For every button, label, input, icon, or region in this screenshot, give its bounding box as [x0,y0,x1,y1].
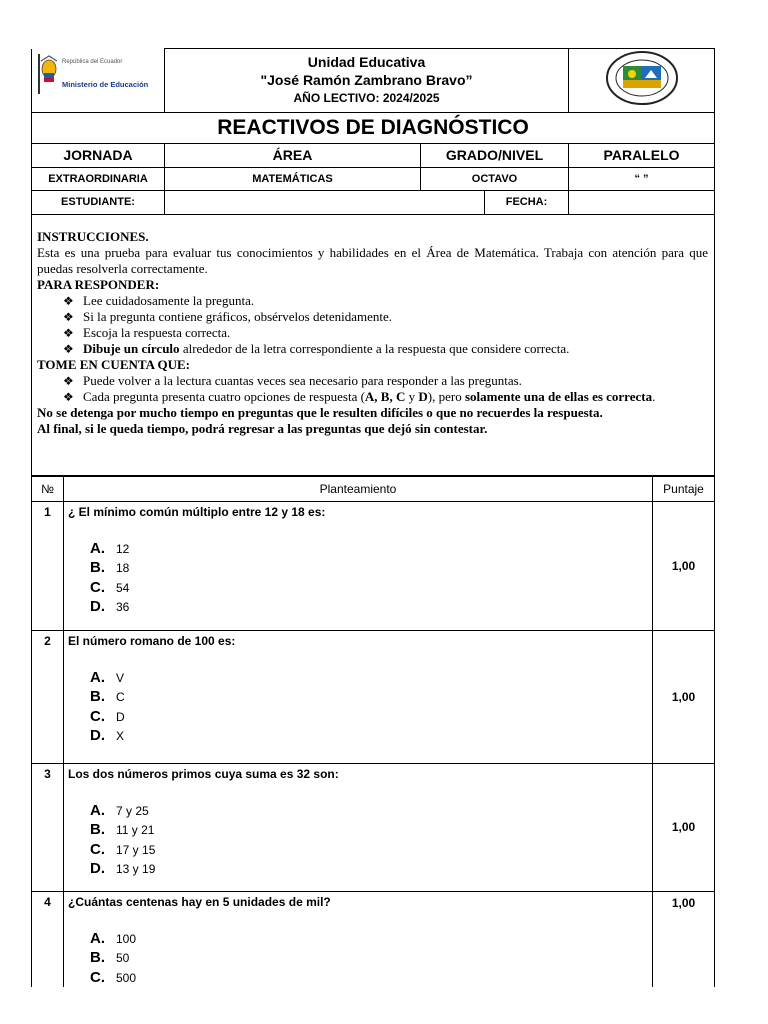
question-text: Los dos números primos cuya suma es 32 son: [68,766,339,781]
list-item: ❖ Cada pregunta presenta cuatro opciones de respuesta (A, B, C y D), pero solamente una de ellas es correcta. [63,388,656,404]
date-label: FECHA: [485,190,569,214]
question-score: 1,00 [653,501,715,630]
diamond-bullet-icon: ❖ [63,389,74,404]
option-c[interactable]: C. 500 [90,968,137,986]
option-c[interactable]: C. 54 [90,578,130,596]
student-field[interactable] [165,190,485,214]
questions-table [31,476,715,988]
option-d[interactable]: D. 13 y 19 [90,860,156,877]
student-label: ESTUDIANTE: [32,190,165,214]
school-header [165,49,569,113]
question-row [32,763,715,891]
document-title: REACTIVOS DE DIAGNÓSTICO [32,112,715,143]
value-grado: OCTAVO [421,167,569,190]
question-cell [64,763,653,891]
header-jornada: JORNADA [32,143,165,167]
school-seal-icon [605,50,679,106]
diamond-bullet-icon: ❖ [63,341,74,356]
list-item: ❖ Escoja la respuesta correcta. [63,324,231,340]
exam-page [31,48,714,984]
question-row [32,630,715,763]
diamond-bullet-icon: ❖ [63,373,74,388]
question-score: 1,00 [653,763,715,891]
option-b[interactable]: B. 18 [90,559,130,576]
school-seal [569,49,715,113]
school-line1: Unidad Educativa [307,54,426,71]
instructions-heading: INSTRUCCIONES. [37,228,149,244]
question-text: ¿ El mínimo común múltiplo entre 12 y 18 es: [68,504,326,519]
respond-list [37,293,708,357]
instructions [32,214,715,475]
question-cell [64,630,653,763]
question-score: 1,00 [653,891,715,987]
option-b[interactable]: B. 11 y 21 [90,821,155,838]
option-a[interactable]: A. 100 [90,929,137,947]
question-cell [64,501,653,630]
question-score: 1,00 [653,630,715,763]
question-number: 4 [32,891,64,987]
instructions-footer-2: Al final, si le queda tiempo, podrá regresar a las preguntas que dejó sin contestar. [37,420,488,436]
respond-heading: PARA RESPONDER: [37,276,160,292]
option-d[interactable]: D. 36 [90,598,130,615]
value-area: MATEMÁTICAS [165,167,421,190]
question-row [32,891,715,987]
question-text: El número romano de 100 es: [68,633,236,648]
option-a[interactable]: A. 12 [90,539,130,557]
option-a[interactable]: A. V [90,668,125,686]
col-number: № [32,476,64,501]
options [90,668,652,746]
list-item: ❖ Dibuje un círculo alrededor de la letra correspondiente a la respuesta que considere correcta. [63,340,570,356]
option-b[interactable]: B. 50 [90,949,130,966]
col-statement: Planteamiento [64,476,653,501]
note-heading: TOME EN CUENTA QUE: [37,356,191,372]
option-b[interactable]: B. C [90,688,125,705]
svg-text:Ministerio de Educación: Ministerio de Educación [62,79,149,89]
list-item: ❖ Puede volver a la lectura cuantas veces sea necesario para responder a las preguntas. [63,372,522,388]
question-number: 2 [32,630,64,763]
value-paralelo: “ ” [569,167,715,190]
diamond-bullet-icon: ❖ [63,309,74,324]
svg-text:República del Ecuador: República del Ecuador [62,58,123,65]
col-score: Puntaje [653,476,715,501]
question-text: ¿Cuántas centenas hay en 5 unidades de mil? [68,894,331,909]
question-row [32,501,715,630]
instructions-intro: Esta es una prueba para evaluar tus conocimientos y habilidades en el Área de Matemática. Trabaja con atención para que puedas resolverla correctamente. [37,244,709,276]
list-item: ❖ Lee cuidadosamente la pregunta. [63,292,255,308]
options [90,801,652,879]
header-paralelo: PARALELO [569,143,715,167]
options [90,539,652,617]
value-jornada: EXTRAORDINARIA [32,167,165,190]
question-number: 3 [32,763,64,891]
option-d[interactable]: D. X [90,727,125,744]
school-year: AÑO LECTIVO: 2024/2025 [293,91,440,106]
option-c[interactable]: C. D [90,707,125,725]
date-field[interactable] [569,190,715,214]
question-cell [64,891,653,987]
list-item: ❖ Si la pregunta contiene gráficos, obsérvelos detenidamente. [63,308,393,324]
options [90,929,652,988]
diamond-bullet-icon: ❖ [63,325,74,340]
note-list [37,373,708,405]
diamond-bullet-icon: ❖ [63,293,74,308]
header-table [31,48,715,476]
option-a[interactable]: A. 7 y 25 [90,801,149,819]
ministry-logo [32,49,165,113]
option-c[interactable]: C. 17 y 15 [90,840,156,858]
school-line2: "José Ramón Zambrano Bravo” [260,72,473,89]
instructions-footer-1: No se detenga por mucho tiempo en preguntas que le resulten difíciles o que no recuerdes la respuesta. [37,404,603,420]
header-area: ÁREA [165,143,421,167]
header-grado: GRADO/NIVEL [421,143,569,167]
ecuador-coat-of-arms-icon [32,49,162,107]
question-number: 1 [32,501,64,630]
